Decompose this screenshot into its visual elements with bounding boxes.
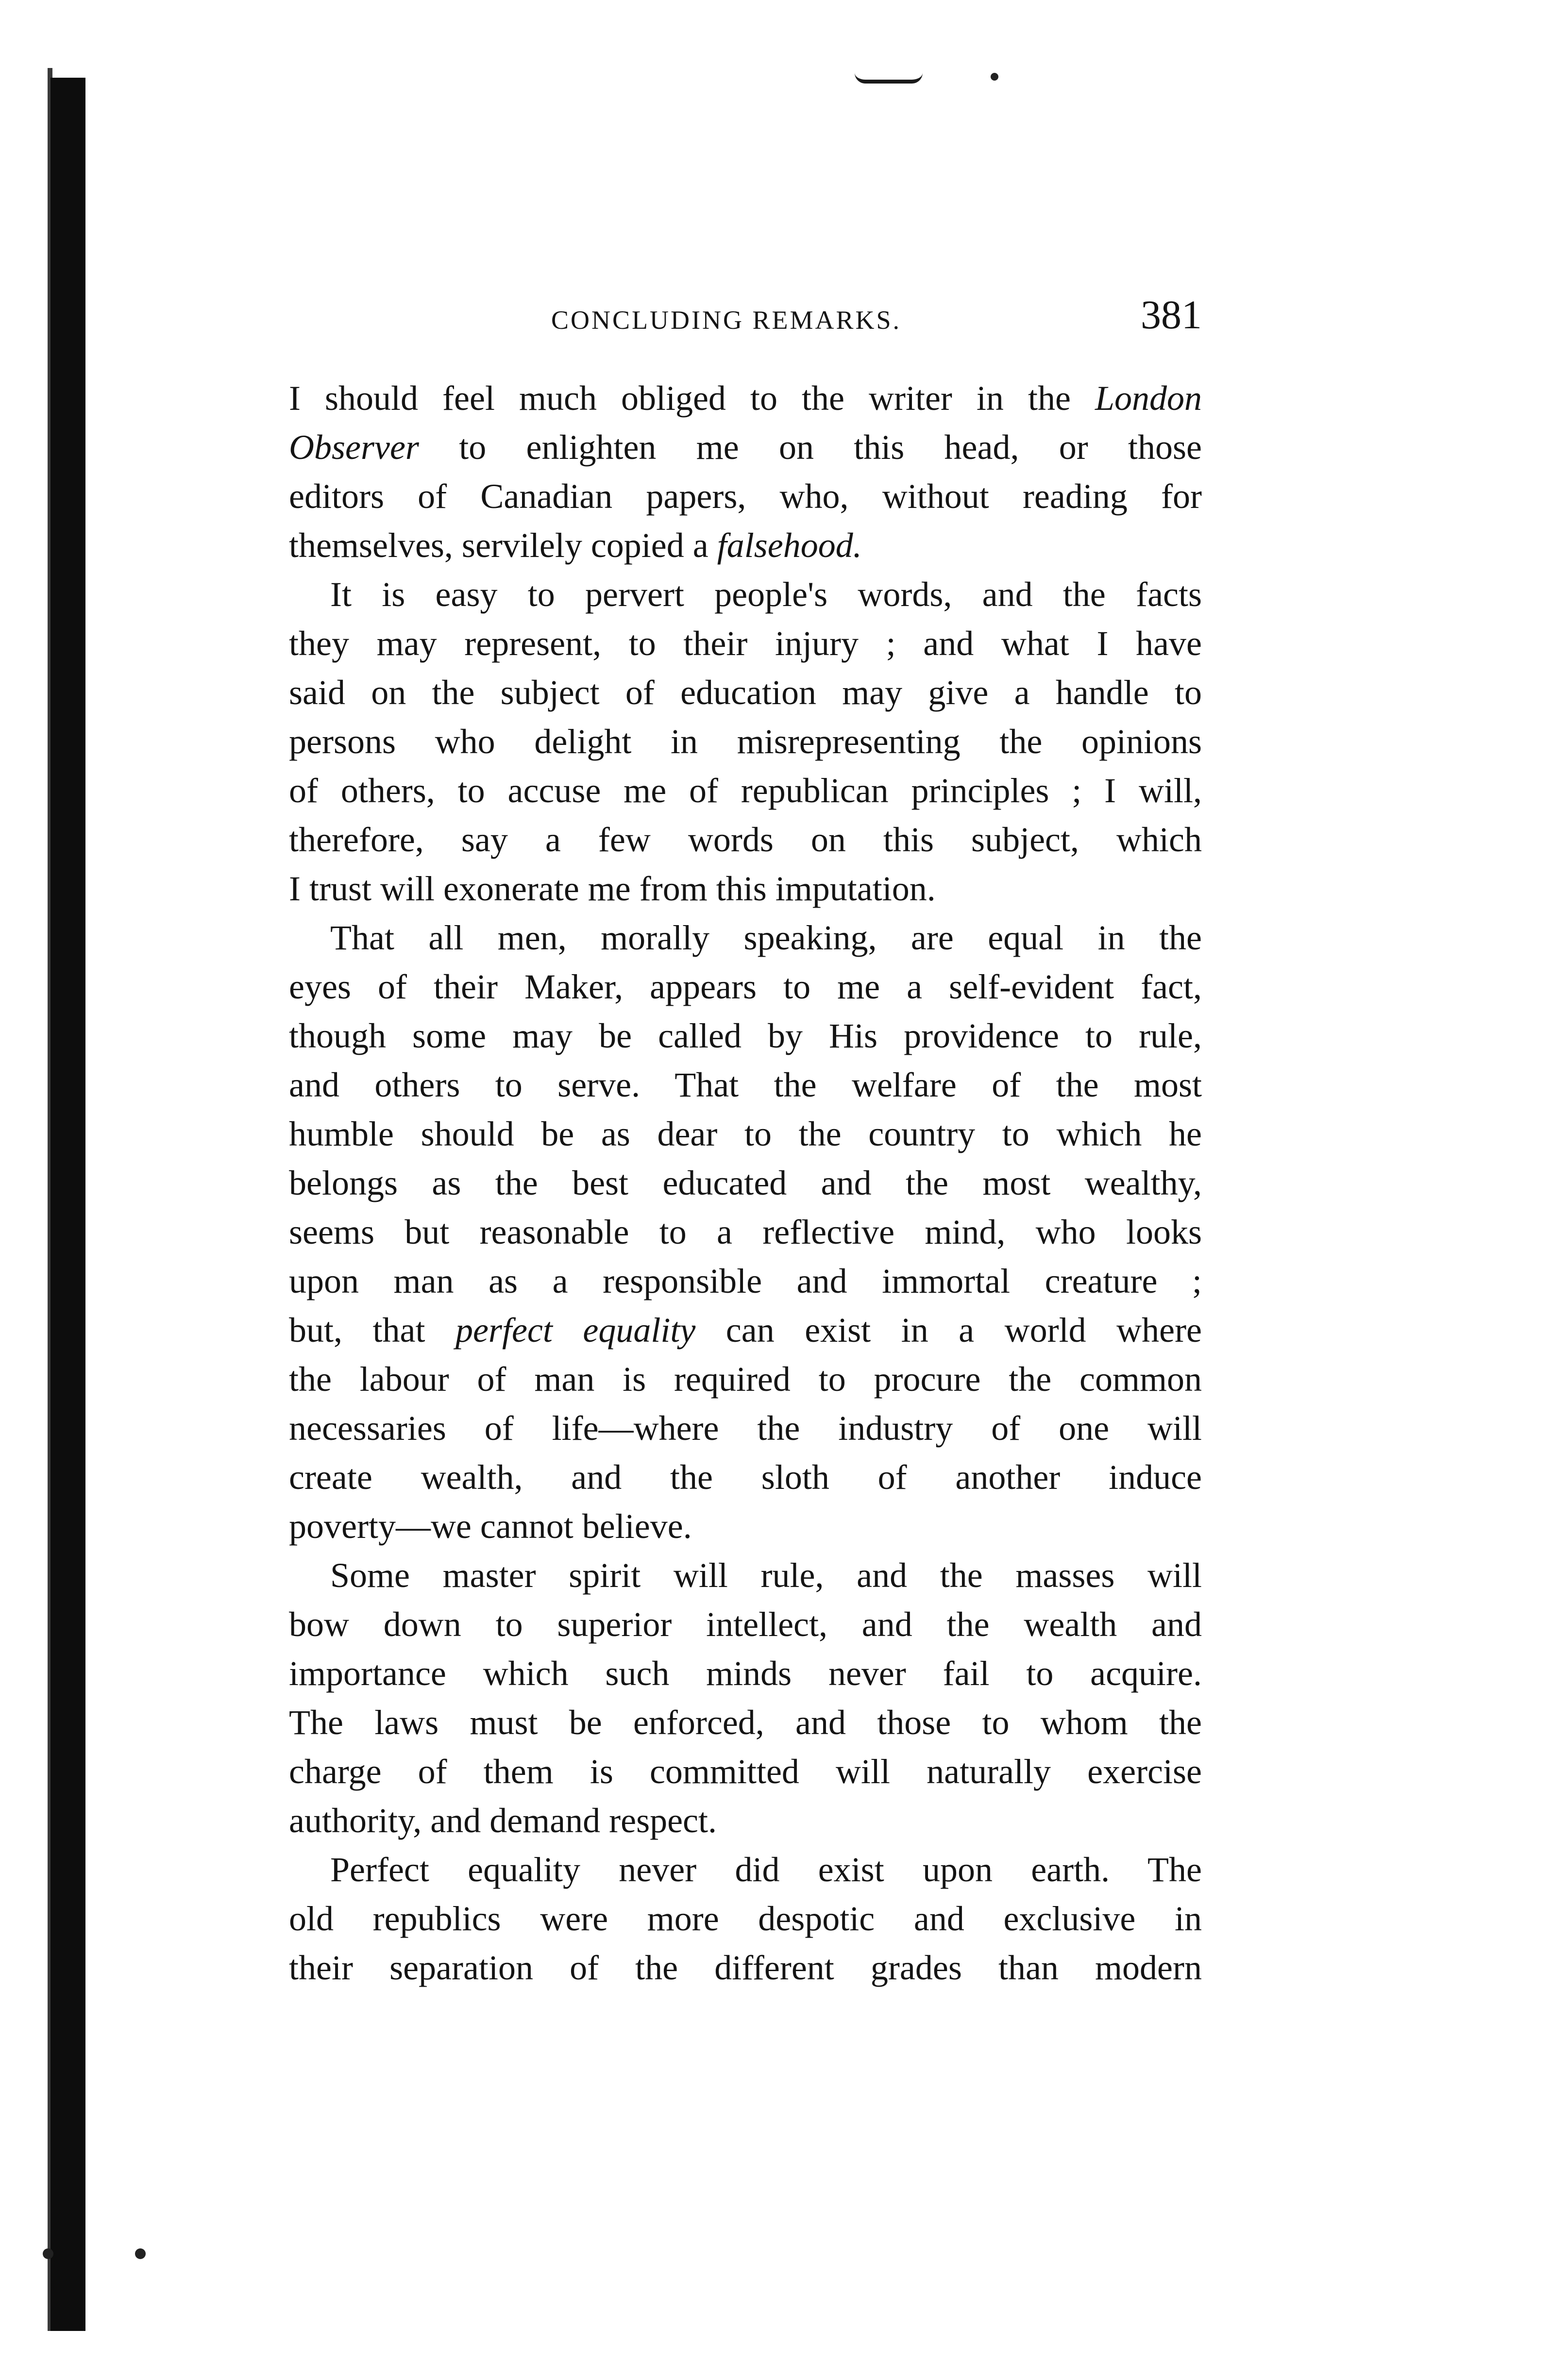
ink-speck xyxy=(43,2248,53,2259)
body-text xyxy=(289,374,1202,1992)
text-line: bow down to superior intellect, and the wealth and xyxy=(289,1605,1202,1644)
text-line: poverty—we cannot believe. xyxy=(289,1507,692,1546)
text-line: and others to serve. That the welfare of the most xyxy=(289,1065,1202,1104)
text-line: I trust will exonerate me from this imputation. xyxy=(289,869,936,908)
text-line: It is easy to pervert people's words, and the facts xyxy=(330,575,1202,614)
ink-speck xyxy=(991,73,998,81)
text-line: eyes of their Maker, appears to me a self-evident fact, xyxy=(289,967,1202,1006)
text-line: Some master spirit will rule, and the masses will xyxy=(330,1556,1202,1595)
text-line: therefore, say a few words on this subject, which xyxy=(289,820,1202,859)
text-line: but, that perfect equality can exist in a world where xyxy=(289,1311,1202,1350)
text-line: though some may be called by His providence to rule, xyxy=(289,1016,1202,1055)
text-line: Observer to enlighten me on this head, or those xyxy=(289,428,1202,467)
text-line: persons who delight in misrepresenting the opinions xyxy=(289,722,1202,761)
text-line: old republics were more despotic and exclusive in xyxy=(289,1899,1202,1938)
text-line: of others, to accuse me of republican principles ; I will, xyxy=(289,771,1202,810)
text-line: editors of Canadian papers, who, without reading for xyxy=(289,477,1202,516)
text-line: That all men, morally speaking, are equal in the xyxy=(330,918,1202,957)
text-line: Perfect equality never did exist upon earth. The xyxy=(330,1850,1202,1889)
text-line: necessaries of life—where the industry of one will xyxy=(289,1409,1202,1448)
text-line: humble should be as dear to the country to which he xyxy=(289,1114,1202,1153)
text-line: belongs as the best educated and the most wealthy, xyxy=(289,1164,1202,1202)
running-head: CONCLUDING REMARKS. xyxy=(551,305,902,335)
text-line: upon man as a responsible and immortal creature ; xyxy=(289,1262,1202,1300)
text-line: The laws must be enforced, and those to whom the xyxy=(289,1703,1202,1742)
page-header xyxy=(289,291,1202,345)
text-line: they may represent, to their injury ; and what I have xyxy=(289,624,1202,663)
ink-speck xyxy=(135,2248,146,2259)
binding-edge xyxy=(51,78,85,2331)
text-line: the labour of man is required to procure the common xyxy=(289,1360,1202,1399)
text-line: create wealth, and the sloth of another induce xyxy=(289,1458,1202,1497)
text-line: charge of them is committed will naturally exercise xyxy=(289,1752,1202,1791)
text-line: authority, and demand respect. xyxy=(289,1801,717,1840)
ink-mark xyxy=(855,73,923,84)
text-line: their separation of the different grades than modern xyxy=(289,1948,1202,1987)
text-line: themselves, servilely copied a falsehood. xyxy=(289,526,862,565)
page-number: 381 xyxy=(1141,292,1202,338)
text-line: importance which such minds never fail to acquire. xyxy=(289,1654,1202,1693)
text-line: said on the subject of education may give a handle to xyxy=(289,673,1202,712)
text-line: seems but reasonable to a reflective mind, who looks xyxy=(289,1213,1202,1251)
text-line: I should feel much obliged to the writer in the London xyxy=(289,379,1202,418)
